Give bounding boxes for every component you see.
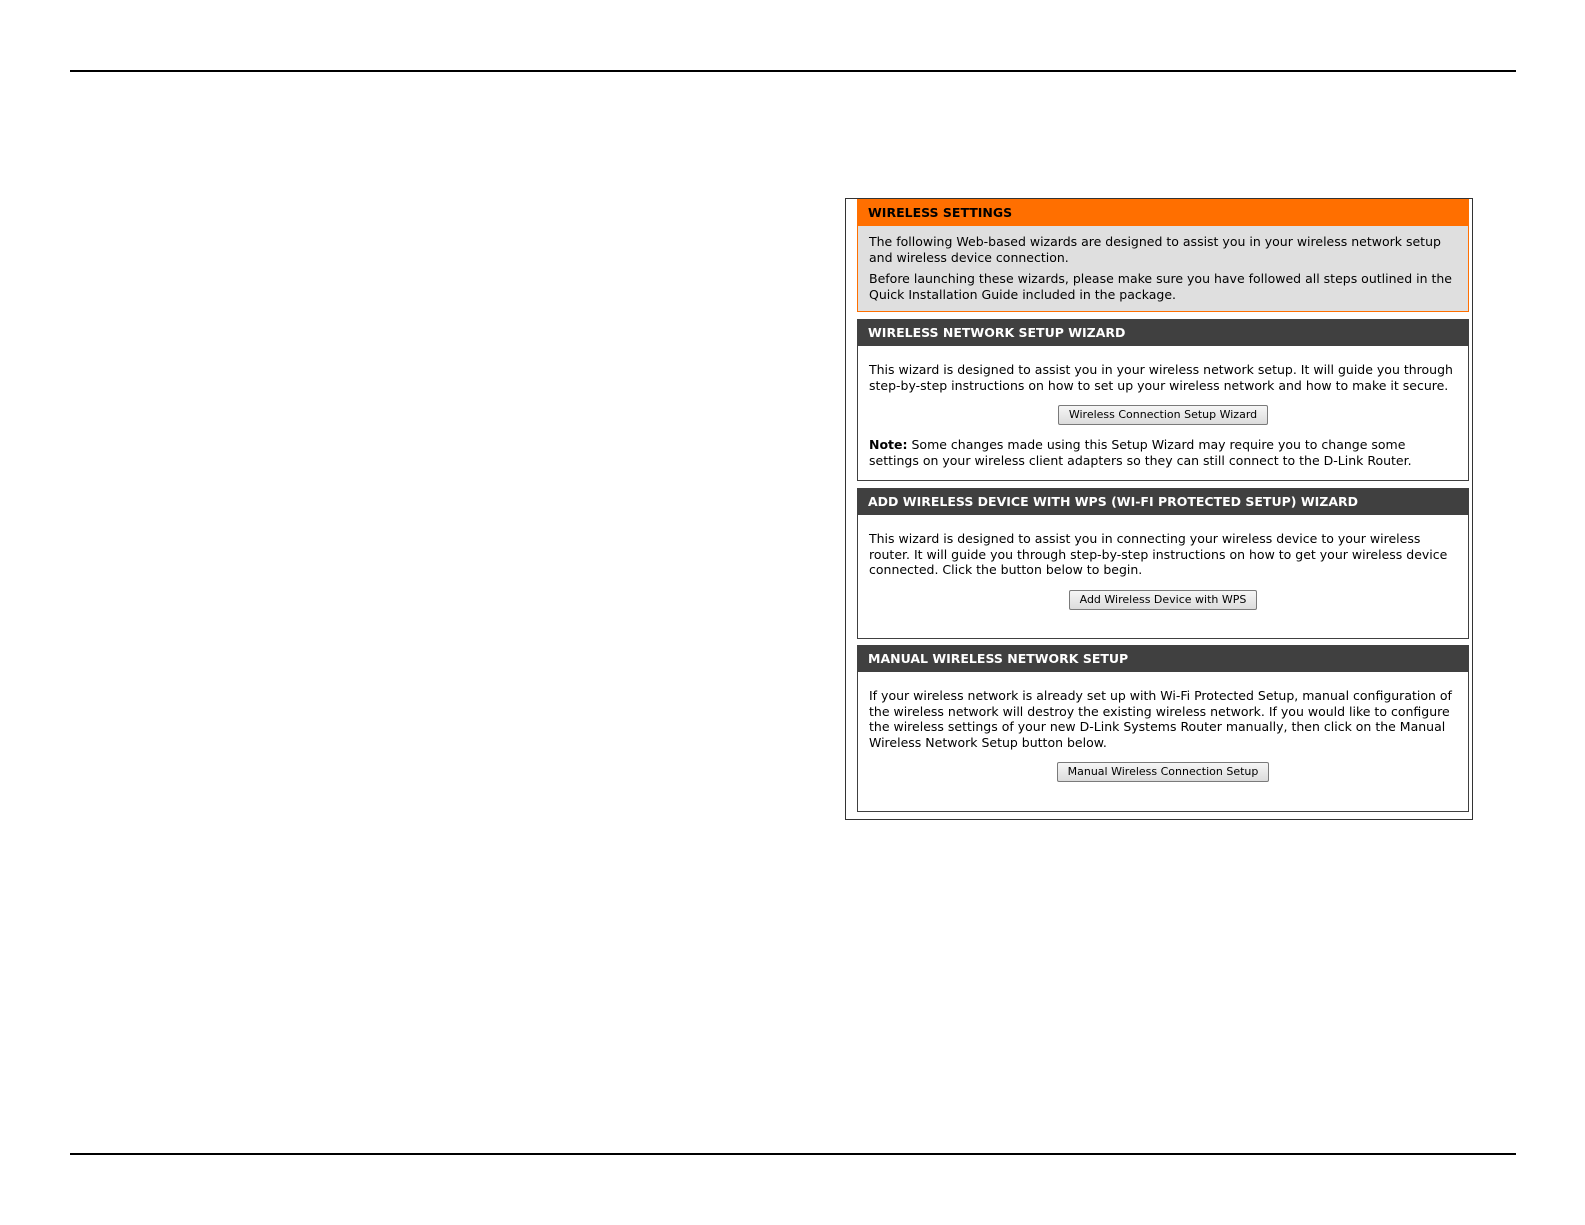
manual-setup-description: If your wireless network is already set up with Wi-Fi Protected Setup, manual configuration of the wireless network will destroy the existing wireless network. If you would like to configure the wireless settings of your new D-Link Systems Router manually, then click on the Manual Wireless Network Setup button below. bbox=[869, 688, 1452, 750]
wireless-settings-intro: The following Web-based wizards are designed to assist you in your wireless network setup and wireless device connection. bbox=[869, 234, 1441, 265]
top-rule bbox=[70, 70, 1516, 72]
wps-wizard-body bbox=[857, 515, 1469, 639]
setup-wizard-body bbox=[857, 346, 1469, 481]
add-wireless-device-wps-button[interactable]: Add Wireless Device with WPS bbox=[1069, 590, 1258, 610]
wireless-settings-header: WIRELESS SETTINGS bbox=[857, 199, 1469, 226]
wireless-settings-body bbox=[857, 226, 1469, 312]
setup-wizard-header: WIRELESS NETWORK SETUP WIZARD bbox=[857, 319, 1469, 346]
manual-setup-header: MANUAL WIRELESS NETWORK SETUP bbox=[857, 645, 1469, 672]
wireless-settings-section bbox=[857, 199, 1469, 312]
wps-wizard-section bbox=[857, 488, 1469, 639]
router-wireless-page bbox=[845, 198, 1473, 820]
setup-wizard-button-row bbox=[869, 405, 1457, 425]
note-label: Note: bbox=[869, 437, 908, 452]
note-text: Some changes made using this Setup Wizard may require you to change some settings on your wireless client adapters so they can still connect to the D-Link Router. bbox=[869, 437, 1412, 468]
manual-setup-section bbox=[857, 645, 1469, 812]
wps-wizard-button-row bbox=[869, 590, 1457, 610]
setup-wizard-note bbox=[869, 437, 1457, 468]
wireless-settings-prereq: Before launching these wizards, please make sure you have followed all steps outlined in the Quick Installation Guide included in the package. bbox=[869, 271, 1453, 302]
bottom-rule bbox=[70, 1153, 1516, 1155]
wireless-connection-setup-wizard-button[interactable]: Wireless Connection Setup Wizard bbox=[1058, 405, 1268, 425]
setup-wizard-section bbox=[857, 319, 1469, 481]
setup-wizard-description: This wizard is designed to assist you in your wireless network setup. It will guide you through step-by-step instructions on how to set up your wireless network and how to make it secure. bbox=[869, 362, 1453, 393]
manual-setup-body bbox=[857, 672, 1469, 812]
wps-wizard-description: This wizard is designed to assist you in connecting your wireless device to your wireless router. It will guide you through step-by-step instructions on how to get your wireless device connected. Click the button below to begin. bbox=[869, 531, 1448, 577]
manual-wireless-connection-setup-button[interactable]: Manual Wireless Connection Setup bbox=[1057, 762, 1270, 782]
wps-wizard-header: ADD WIRELESS DEVICE WITH WPS (WI-FI PROTECTED SETUP) WIZARD bbox=[857, 488, 1469, 515]
manual-setup-button-row bbox=[869, 762, 1457, 782]
